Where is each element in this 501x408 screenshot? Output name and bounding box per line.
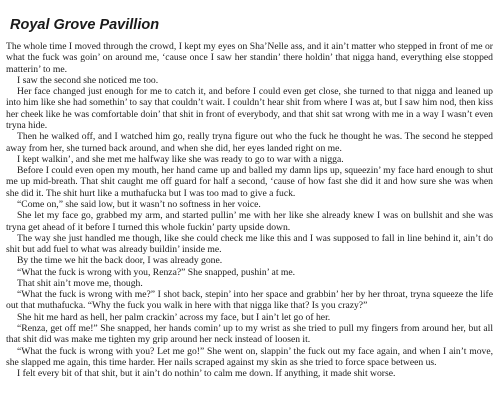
paragraph: I felt every bit of that shit, but it ain’t do nothin’ to calm me down. If anything, it made shit worse.: [17, 368, 396, 380]
document-page: [6, 16, 493, 379]
paragraph: By the time we hit the back door, I was already gone.: [17, 255, 223, 267]
paragraph: Her face changed just enough for me to catch it, and before I could even get close, she turned to that nigga and leaned up into him like she had somethin’ to say that couldn’t wait. I couldn’t hear shit from where I was at, but I saw him nod, then kiss her cheek like he was comfortable doin’ that shit in front of everybody, and that shit sat wrong with me in a way I wasn’t even tryna hide.: [6, 86, 493, 131]
paragraph: That shit ain’t move me, though.: [17, 277, 143, 289]
chapter-title: Royal Grove Pavillion: [10, 17, 160, 33]
document-body: [6, 41, 493, 379]
paragraph: She let my face go, grabbed my arm, and started pullin’ me with her like she already knew I was on bullshit and she was tryna get ahead of it before I turned this whole fuckin’ party upside down.: [6, 210, 493, 233]
paragraph: I saw the second she noticed me too.: [17, 74, 159, 86]
paragraph: “What the fuck is wrong with you? Let me go!” She went on, slappin’ the fuck out my face again, and when I ain’t move, she slapped me again, this time harder. Her nails scraped against my skin as she tried to force space between us.: [6, 345, 493, 368]
paragraph: Before I could even open my mouth, her hand came up and balled my damn lips up, squeezin’ my face hard enough to shut me up mid-breath. That shit caught me off guard for half a second, ‘cause of how fast she did it and how sure she was when she did it. The shit hurt like a muthafucka but I was too mad to give a fuck.: [6, 165, 493, 199]
paragraph: I kept walkin’, and she met me halfway like she was ready to go to war with a nigga.: [17, 153, 344, 165]
paragraph: Then he walked off, and I watched him go, really tryna figure out who the fuck he thought he was. The second he stepped away from her, she turned back around, and when she did, her eyes landed right on me.: [6, 131, 493, 154]
paragraph: “Come on,” she said low, but it wasn’t no softness in her voice.: [17, 198, 261, 210]
paragraph: She hit me hard as hell, her palm crackin’ across my face, but I ain’t let go of her.: [17, 311, 331, 323]
paragraph: “What the fuck is wrong with you, Renza?” She snapped, pushin’ at me.: [17, 266, 296, 278]
paragraph: The way she just handled me though, like she could check me like this and I was supposed to fall in line behind it, ain’t do shit but add fuel to what was already buildin’ inside me.: [6, 232, 493, 256]
paragraph: The whole time I moved through the crowd, I kept my eyes on Sha’Nelle ass, and it ain’t matter who stepped in front of me or what the fuck was goin’ on around me, ‘cause once I saw her standin’ there holdin’ that nigga hand, everything else stopped matterin’ to me.: [6, 41, 493, 75]
paragraph: “Renza, get off me!” She snapped, her hands comin’ up to my wrist as she tried to pull my fingers from around her, but all that shit did was make me tighten my grip around her neck instead of loosen it.: [6, 323, 493, 346]
paragraph: “What the fuck is wrong with me?” I shot back, stepin’ into her space and grabbin’ her by her throat, tryna squeeze the life out that muthafucka. “Why the fuck you walk in here with that nigga like that? Is you crazy?”: [6, 289, 493, 312]
